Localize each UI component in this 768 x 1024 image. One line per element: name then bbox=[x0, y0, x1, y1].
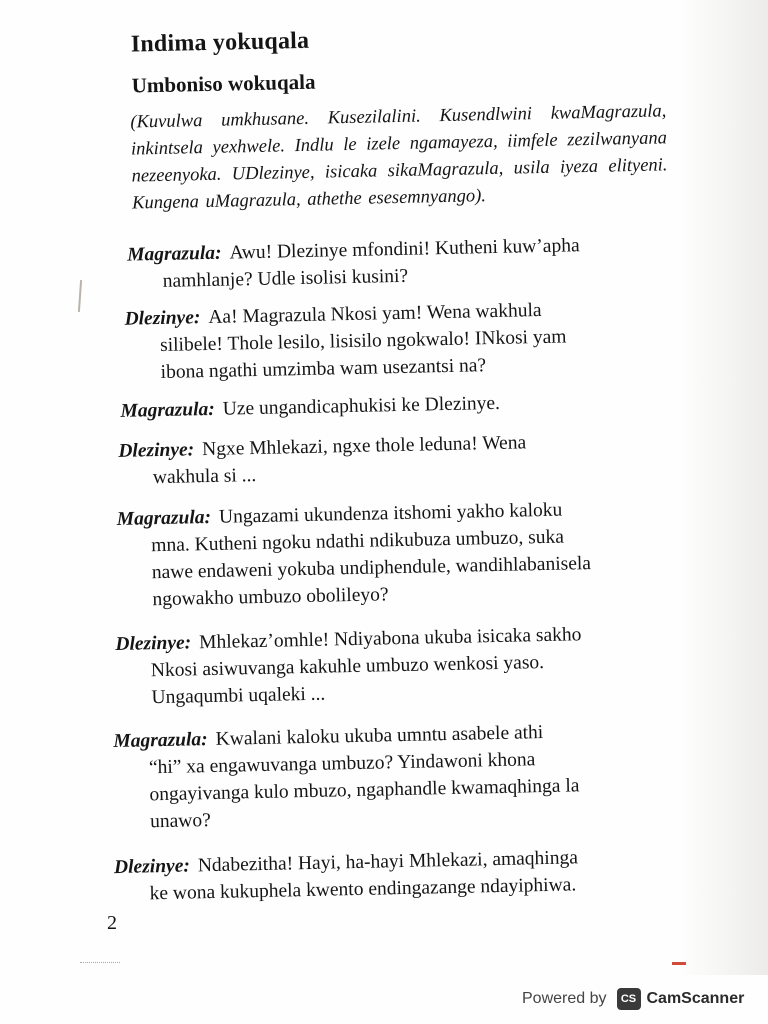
dialogue-text: Ungazami ukundenza itshomi yakho kaloku bbox=[218, 499, 563, 528]
dialogue-text: Mhlekaz’omhle! Ndiyabona ukuba isicaka sakho bbox=[198, 624, 582, 654]
stage-direction: (Kuvulwa umkhusane. Kusezilalini. Kusendlwini kwaMagrazula, inkintsela yexhwele. Indlu le izele ngamayeza, iimfele zezilwanyana nezeenyoka. UDlezinye, isicaka sikaMagrazula, usila iyeza elityeni. Kungena uMagrazula, athethe esesemnyango). bbox=[130, 101, 668, 214]
page-number: 2 bbox=[107, 912, 117, 934]
scene-heading: Umboniso wokuqala bbox=[131, 69, 316, 98]
scan-artifact-red bbox=[672, 962, 686, 965]
dialogue-text: mna. Kutheni ngoku ndathi ndikubuza umbuzo, suka bbox=[151, 526, 565, 557]
dialogue-text: ibona ngathi umzimba wam usezantsi na? bbox=[160, 355, 487, 383]
speaker-name: Magrazula: bbox=[127, 242, 222, 266]
speaker-name: Magrazula: bbox=[116, 506, 212, 530]
act-heading: Indima yokuqala bbox=[130, 27, 310, 58]
camscanner-watermark bbox=[522, 985, 744, 1013]
dialogue-text: silibele! Thole lesilo, lisisilo ngokwalo! INkosi yam bbox=[159, 326, 567, 356]
camscanner-logo-icon: CS bbox=[617, 988, 641, 1010]
speaker-name: Dlezinye: bbox=[124, 307, 201, 330]
dialogue-text: ongayivanga kulo mbuzo, ngaphandle kwamaqhinga la bbox=[149, 775, 580, 806]
powered-by-label: Powered by bbox=[522, 990, 607, 1007]
speaker-name: Dlezinye: bbox=[115, 632, 192, 655]
dialogue-text: wakhula si ... bbox=[152, 465, 257, 489]
dialogue-text: unawo? bbox=[149, 810, 211, 833]
dialogue-text: Nkosi asiwuvanga kakuhle umbuzo wenkosi yaso. bbox=[150, 652, 545, 682]
dialogue-line bbox=[120, 386, 680, 425]
dialogue-text: “hi” xa engawuvanga umbuzo? Yindawoni khona bbox=[148, 749, 536, 779]
speaker-name: Magrazula: bbox=[120, 398, 215, 422]
dialogue-text: Ungaqumbi uqaleki ... bbox=[151, 683, 326, 709]
dialogue-text: Kwalani kaloku ukuba umntu asabele athi bbox=[215, 722, 544, 750]
dialogue-text: ke wona kukuphela kwento endingazange ndayiphiwa. bbox=[149, 874, 577, 905]
dialogue-text: nawe endaweni yokuba undiphendule, wandihlabanisela bbox=[151, 553, 592, 584]
dialogue-text: namhlanje? Udle isolisi kusini? bbox=[162, 265, 409, 292]
dialogue-text: ngowakho umbuzo obolileyo? bbox=[152, 584, 389, 611]
dialogue-text: Ngxe Mhlekazi, ngxe thole leduna! Wena bbox=[201, 432, 527, 461]
dialogue-text: Uze ungandicaphukisi ke Dlezinye. bbox=[222, 392, 501, 420]
speaker-name: Dlezinye: bbox=[113, 855, 191, 879]
speaker-name: Magrazula: bbox=[113, 729, 208, 753]
dialogue-text: Aa! Magrazula Nkosi yam! Wena wakhula bbox=[208, 300, 542, 328]
camscanner-brand: CamScanner bbox=[646, 990, 745, 1007]
dialogue-text: Awu! Dlezinye mfondini! Kutheni kuw’apha bbox=[229, 235, 580, 264]
dialogue-text: Ndabezitha! Hayi, ha-hayi Mhlekazi, amaqhinga bbox=[197, 847, 579, 877]
speaker-name: Dlezinye: bbox=[118, 439, 195, 462]
